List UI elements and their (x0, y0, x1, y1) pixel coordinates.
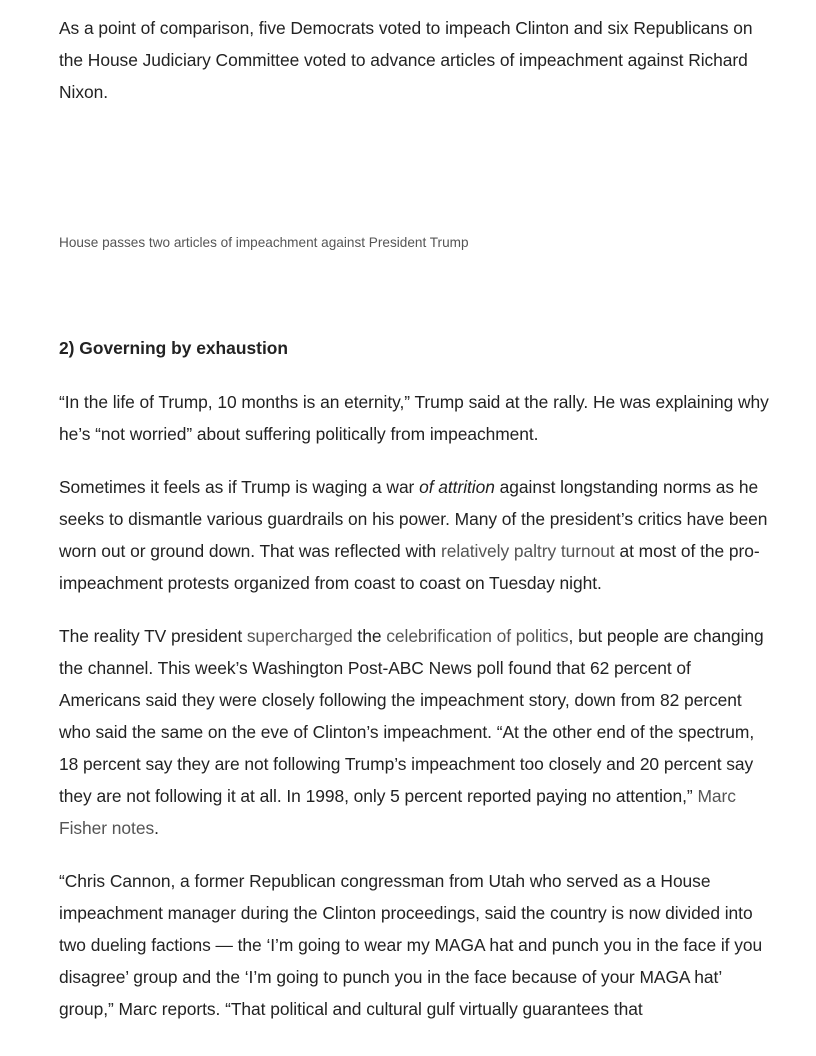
reality-text-4: . (154, 818, 159, 838)
attrition-paragraph (59, 471, 769, 599)
intro-paragraph: As a point of comparison, five Democrats voted to impeach Clinton and six Republicans on the House Judiciary Committee voted to advance articles of impeachment against Richard Nixon. (59, 18, 753, 102)
celebrification-link[interactable]: celebrification of politics (386, 626, 569, 646)
article-body (59, 0, 769, 1019)
reality-text-3: , but people are changing the channel. This week’s Washington Post-ABC News poll found that 62 percent of Americans said they were closely following the impeachment story, down from 82 percent who said the same on the eve of Clinton’s impeachment. “At the other end of the spectrum, 18 percent say they are not following Trump’s impeachment too closely and 20 percent say they are not following it at all. In 1998, only 5 percent reported paying no attention,” (59, 626, 764, 806)
attrition-text-2: against longstanding norms as he seeks to dismantle various guardrails on his power. Many of the president’s critics have been worn out or ground down. That was reflected with (59, 477, 768, 561)
reality-tv-paragraph (59, 620, 769, 844)
rally-paragraph: “In the life of Trump, 10 months is an eternity,” Trump said at the rally. He was explaining why he’s “not worried” about suffering politically from impeachment. (59, 392, 769, 444)
cannon-paragraph: “Chris Cannon, a former Republican congressman from Utah who served as a House impeachment manager during the Clinton proceedings, said the country is now divided into two dueling factions — the ‘I’m going to wear my MAGA hat and punch you in the face if you disagree’ group and the ‘I’m going to punch you in the face because of your MAGA hat’ group,” Marc reports. “That political and cultural gulf virtually guarantees that (59, 871, 763, 1019)
video-caption: House passes two articles of impeachment against President Trump (59, 235, 469, 250)
attrition-emphasis: of attrition (419, 477, 495, 497)
reality-text-2: the (352, 626, 387, 646)
paltry-turnout-link[interactable]: relatively paltry turnout (440, 541, 615, 561)
reality-text-1: The reality TV president (59, 626, 247, 646)
supercharged-link[interactable]: supercharged (246, 626, 353, 646)
attrition-text-3: at most of the pro-impeachment protests organized from coast to coast on Tuesday night. (59, 541, 760, 593)
section-heading: 2) Governing by exhaustion (59, 338, 289, 358)
attrition-text-1: Sometimes it feels as if Trump is waging a war (59, 477, 420, 497)
marc-fisher-notes-link[interactable]: Marc Fisher notes (59, 786, 736, 838)
